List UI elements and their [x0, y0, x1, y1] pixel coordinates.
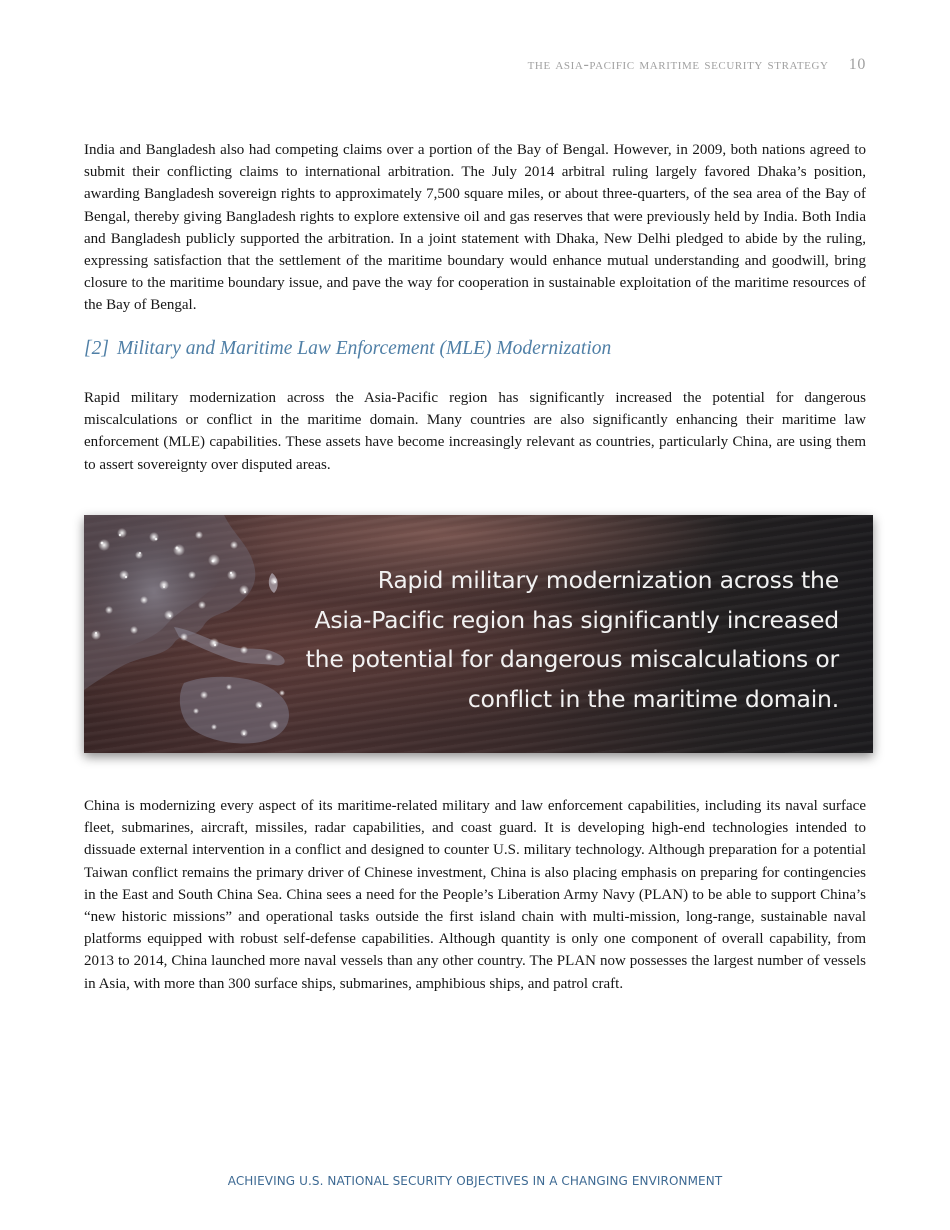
running-footer: ACHIEVING U.S. NATIONAL SECURITY OBJECTIVES IN A CHANGING ENVIRONMENT [227, 1174, 723, 1188]
section-number: [2] [84, 338, 109, 359]
page-number: 10 [848, 56, 866, 73]
section-heading [84, 338, 611, 360]
pull-quote-line-1: Rapid military modernization across the [377, 566, 839, 594]
paragraph-bay-of-bengal: India and Bangladesh also had competing claims over a portion of the Bay of Bengal. However, in 2009, both nations agreed to submit their conflicting claims to international arbitration. The July 2014 arbitral ruling largely favored Dhaka’s position, awarding Bangladesh sovereign rights to approximately 7,500 square miles, or about three-quarters, of the sea area of the Bay of Bengal, thereby giving Bangladesh rights to explore extensive oil and gas reserves that were previously held by India. Both India and Bangladesh publicly supported the arbitration. In a joint statement with Dhaka, New Delhi pledged to abide by the ruling, expressing satisfaction that the settlement of the maritime boundary would enhance mutual understanding and goodwill, bring closure to the maritime boundary issue, and pave the way for cooperation in sustainable exploitation of the maritime resources of the Bay of Bengal. [84, 142, 866, 314]
pull-quote-line-3: the potential for dangerous miscalculations or [305, 645, 839, 673]
header-title: the asia-pacific maritime security strategy [527, 56, 829, 73]
running-header [528, 56, 866, 74]
paragraph-china-modernization: China is modernizing every aspect of its maritime-related military and law enforcement capabilities, including its naval surface fleet, submarines, aircraft, missiles, radar capabilities, and coast guard. It is developing high-end technologies intended to dissuade external intervention in a conflict and designed to counter U.S. military technology. Although preparation for a potential Taiwan conflict remains the primary driver of Chinese investment, China is also placing emphasis on preparing for contingencies in the East and South China Sea. China sees a need for the People’s Liberation Army Navy (PLAN) to be able to support China’s “new historic missions” and operational tasks outside the first island chain with multi-mission, long-range, sustainable naval platforms equipped with robust self-defense capabilities. Although quantity is only one component of overall capability, from 2013 to 2014, China launched more naval vessels than any other country. The PLAN now possesses the largest number of vessels in Asia, with more than 300 surface ships, submarines, amphibious ships, and patrol craft. [84, 798, 866, 992]
pull-quote-text [239, 561, 839, 719]
paragraph-modernization-intro: Rapid military modernization across the Asia-Pacific region has significantly increased the potential for dangerous miscalculations or conflict in the maritime domain. Many countries are also significantly enhancing their maritime law enforcement (MLE) capabilities. These assets have become increasingly relevant as countries, particularly China, are using them to assert sovereignty over disputed areas. [84, 390, 866, 473]
section-title: Military and Maritime Law Enforcement (MLE) Modernization [116, 338, 612, 359]
pull-quote-line-4: conflict in the maritime domain. [467, 684, 839, 713]
pull-quote-banner [84, 515, 873, 753]
pull-quote-line-2: Asia-Pacific region has significantly increased [314, 605, 839, 634]
